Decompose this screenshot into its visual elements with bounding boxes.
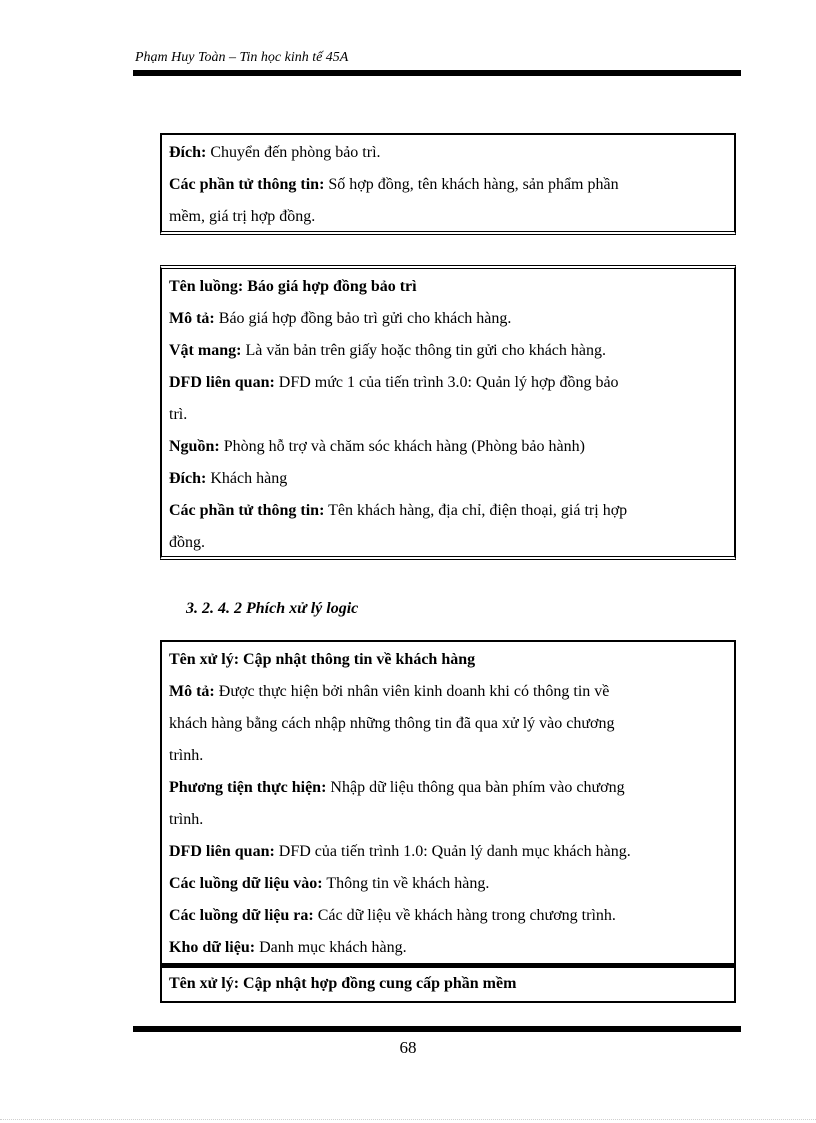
dfd-line	[169, 367, 727, 399]
source-label: Nguồn:	[169, 438, 220, 455]
input-flows-label: Các luồng dữ liệu vào:	[169, 875, 323, 892]
dest-value: Chuyển đến phòng bảo trì.	[206, 144, 381, 161]
means-line	[169, 772, 727, 804]
elements-label: Các phần tử thông tin:	[169, 502, 325, 519]
dfd-line	[169, 836, 727, 868]
data-store-label: Kho dữ liệu:	[169, 939, 256, 956]
means-value: Nhập dữ liệu thông qua bàn phím vào chương	[326, 779, 625, 796]
elements-value: Số hợp đồng, tên khách hàng, sản phẩm phần	[324, 176, 619, 193]
means-line-cont: trình.	[169, 811, 204, 828]
input-flows-line	[169, 868, 727, 900]
output-flows-line	[169, 900, 727, 932]
carrier-line	[169, 335, 727, 367]
desc-label: Mô tả:	[169, 683, 215, 700]
desc-label: Mô tả:	[169, 310, 215, 327]
dest-label: Đích:	[169, 144, 207, 161]
elements-value: Tên khách hàng, địa chỉ, điện thoại, giá trị hợp	[324, 502, 628, 519]
elements-line	[169, 495, 727, 527]
input-flows-value: Thông tin về khách hàng.	[322, 875, 490, 892]
dfd-value: DFD của tiến trình 1.0: Quản lý danh mục khách hàng.	[274, 843, 631, 860]
dest-value: Khách hàng	[206, 470, 288, 487]
output-flows-label: Các luồng dữ liệu ra:	[169, 907, 314, 924]
process-name: Tên xử lý: Cập nhật hợp đồng cung cấp phần mềm	[169, 975, 517, 992]
flow-card-continued	[160, 133, 736, 235]
means-label: Phương tiện thực hiện:	[169, 779, 327, 796]
data-store-value: Danh mục khách hàng.	[255, 939, 407, 956]
data-store-line	[169, 932, 727, 964]
source-value: Phòng hỗ trợ và chăm sóc khách hàng (Phòng bảo hành)	[219, 438, 585, 455]
process-name-line	[169, 970, 727, 998]
output-flows-value: Các dữ liệu về khách hàng trong chương trình.	[313, 907, 616, 924]
dfd-value: DFD mức 1 của tiến trình 3.0: Quản lý hợp đồng bảo	[274, 374, 619, 391]
header-rule	[133, 70, 741, 76]
page-number	[0, 1038, 816, 1058]
page-number-text: 68	[399, 1038, 417, 1057]
footer-rule	[133, 1026, 741, 1032]
dfd-label: DFD liên quan:	[169, 374, 275, 391]
desc-line-cont: khách hàng bằng cách nhập những thông tin đã qua xử lý vào chương	[169, 715, 615, 732]
process-card-customer	[160, 640, 736, 966]
elements-line-cont: mềm, giá trị hợp đồng.	[169, 208, 316, 225]
elements-line	[169, 169, 727, 201]
section-heading: 3. 2. 4. 2 Phích xử lý logic	[186, 600, 359, 617]
dfd-label: DFD liên quan:	[169, 843, 275, 860]
process-card-contract	[160, 965, 736, 1003]
desc-value: Được thực hiện bởi nhân viên kinh doanh khi có thông tin về	[214, 683, 610, 700]
source-line	[169, 431, 727, 463]
process-name: Tên xử lý: Cập nhật thông tin về khách hàng	[169, 651, 476, 668]
desc-line	[169, 676, 727, 708]
flow-name-line	[169, 271, 727, 303]
carrier-value: Là văn bản trên giấy hoặc thông tin gửi cho khách hàng.	[241, 342, 606, 359]
desc-value: Báo giá hợp đồng bảo trì gửi cho khách hàng.	[214, 310, 512, 327]
desc-line	[169, 303, 727, 335]
desc-line-cont-2: trình.	[169, 747, 204, 764]
dest-label: Đích:	[169, 470, 207, 487]
process-name-line	[169, 644, 727, 676]
dfd-line-cont: trì.	[169, 406, 188, 423]
page-header: Phạm Huy Toàn – Tin học kinh tế 45A	[135, 50, 349, 65]
elements-label: Các phần tử thông tin:	[169, 176, 325, 193]
carrier-label: Vật mang:	[169, 342, 242, 359]
dest-line	[169, 137, 727, 169]
dest-line	[169, 463, 727, 495]
elements-line-cont: đồng.	[169, 534, 205, 551]
flow-name: Tên luồng: Báo giá hợp đồng bảo trì	[169, 278, 417, 295]
flow-card-quote	[160, 265, 736, 560]
page-edge	[0, 1119, 816, 1120]
